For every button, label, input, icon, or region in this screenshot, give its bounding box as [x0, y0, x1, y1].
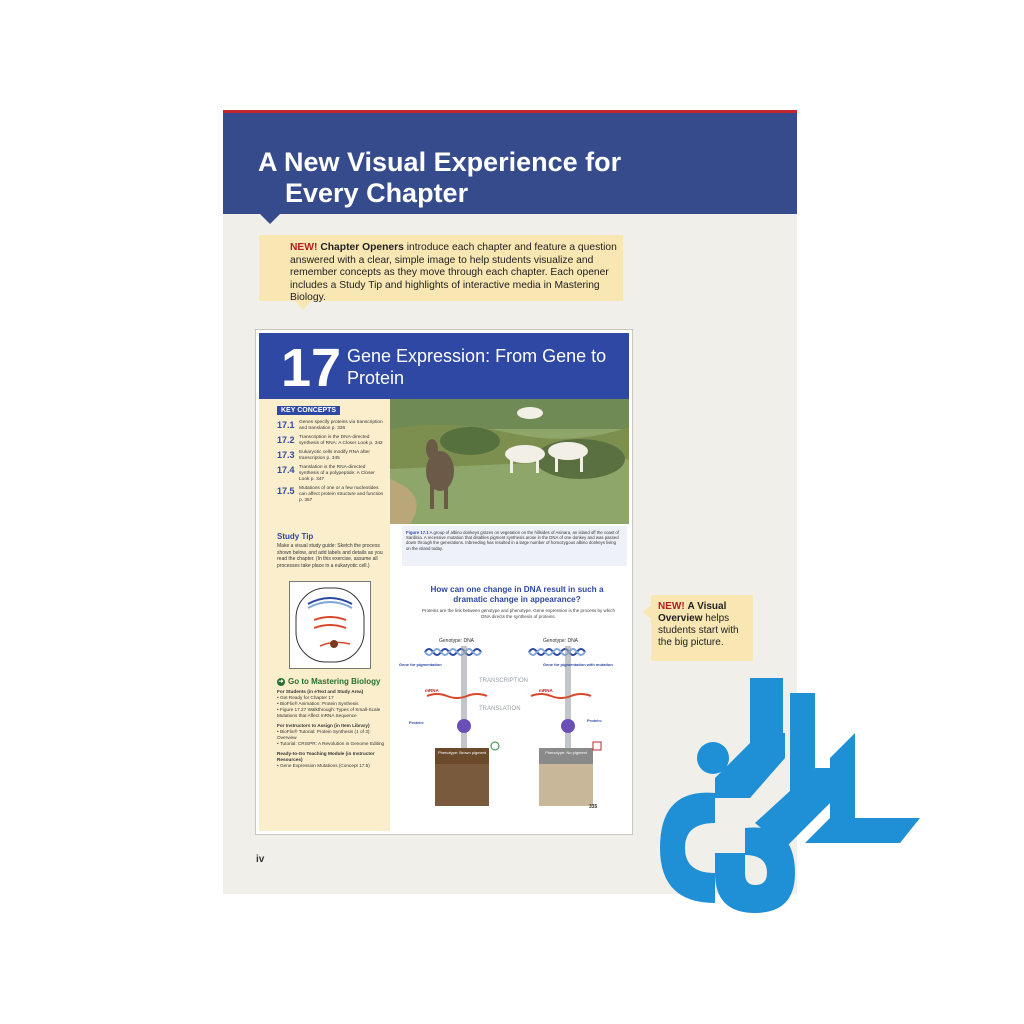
chapter-title: Gene Expression: From Gene to Protein	[347, 346, 607, 388]
check-icon	[491, 742, 499, 750]
study-tip-sketch	[289, 581, 371, 669]
new-badge: NEW!	[658, 601, 685, 612]
callout-text: helps students start with the big picture.	[658, 613, 739, 648]
gene-label-left: Gene for pigmentation	[399, 662, 442, 667]
visual-overview-question: How can one change in DNA result in such a dramatic change in appearance?	[430, 585, 604, 604]
callout-pointer	[295, 301, 311, 310]
phenotype-label-left: Phenotype: Brown pigment	[437, 750, 487, 755]
key-concepts-label: KEY CONCEPTS	[277, 406, 340, 415]
chapter-sidebar	[259, 399, 390, 831]
genotype-label-left: Genotype: DNA	[439, 638, 475, 644]
mrna-label-left: mRNA	[425, 688, 439, 693]
title-banner	[223, 113, 797, 214]
publisher-logo	[655, 673, 925, 918]
figure-caption: Figure 17.1 A group of albino donkeys grazes on vegetation on the hillsides of Asinara, an island off the coast of Sardinia. A recessive mutation that disables pigment synthesis arose in the DNA of one donkey and was passed down through the generations. Inbreeding has resulted in a large number of homozygous albino donkeys living on the island today.	[402, 526, 627, 566]
callout-text: introduce each chapter and feature a question answered with a clear, simple image to help students visualize and remember concepts as they move through each chapter. Each opener includes a Study Tip and highlights of interactive media in Mastering Biology.	[290, 242, 617, 303]
chapter-number: 17	[281, 338, 342, 398]
list-item: • Tutorial: CRISPR: A Revolution in Genome Editing	[277, 741, 385, 746]
key-concepts-list	[277, 420, 385, 507]
list-item: • BioFlix® Animation: Protein Synthesis	[277, 701, 359, 706]
list-item: • Get Ready for Chapter 17	[277, 695, 334, 700]
list-item: 17.3 Eukaryotic cells modify RNA after transcription p. 345	[277, 450, 370, 461]
genotype-label-right: Genotype: DNA	[543, 638, 579, 644]
list-item: • Gene Expression Mutations (Concept 17.5)	[277, 763, 370, 768]
protein-label-left: Protein:	[409, 720, 425, 725]
callout-bold: A Visual Overview	[658, 601, 727, 624]
banner-pointer	[259, 213, 281, 224]
chapter-header	[259, 333, 629, 399]
callout-bold: Chapter Openers	[320, 242, 404, 253]
mrna-label-right: mRNA	[539, 688, 553, 693]
transcription-label: TRANSCRIPTION	[479, 678, 529, 684]
book-page-number: 335	[589, 804, 598, 810]
new-badge: NEW!	[290, 242, 318, 253]
translation-label: TRANSLATION	[479, 706, 521, 712]
study-tip-text: Make a visual study guide: Sketch the process shown below, and add labels and details as you read the chapter. (In this exercise, assume all processes take place in a eukaryotic cell.)	[277, 543, 383, 569]
page-title-line-1: A New Visual Experience for	[258, 147, 622, 177]
phenotype-label-right: Phenotype: No pigment	[545, 750, 587, 755]
gene-label-right: Gene for pigmentation with mutation	[543, 662, 613, 667]
callout-visual-overview	[651, 595, 753, 661]
page-title-line-2: Every Chapter	[285, 178, 469, 208]
page-label: iv	[256, 854, 265, 865]
list-item: 17.4 Translation is the RNA-directed synthesis of a polypeptide: A Closer Look p. 347	[277, 465, 375, 482]
arrow-right-icon: ➜	[278, 678, 284, 685]
x-icon	[593, 742, 601, 750]
callout-pointer	[643, 605, 651, 619]
study-tip-title: Study Tip	[277, 532, 314, 541]
list-item: 17.1 Genes specify proteins via transcription and translation p. 336	[277, 420, 383, 431]
gene-expression-diagram	[397, 618, 627, 808]
mastering-biology-list: For Students (in eText and Study Area) • Get Ready for Chapter 17 • BioFlix® Animation: Protein Synthesis • Figure 17.27 Walkthrough: Types of Small-Scale Mutations that Affect mRNA Sequence For Instructors to Assign (in Item Library) • BioFlix® Tutorial: Protein Synthesis (1 of 3): Overview • Tutorial: CRISPR: A Revolution in Genome Editing Ready-to-Go Teaching Module (in Instructor Resources) • Gene Expression Mutations (Concept 17.5)	[277, 689, 387, 769]
callout-chapter-openers	[259, 235, 623, 301]
mastering-biology-title: ➜ Go to Mastering Biology	[278, 677, 381, 686]
protein-label-right: Protein:	[587, 718, 603, 723]
donkeys-photo	[390, 399, 629, 524]
list-item: 17.5 Mutations of one or a few nucleotides can affect protein structure and function p. 357	[277, 486, 384, 503]
list-item: • Figure 17.27 Walkthrough: Types of Small-Scale Mutations that Affect mRNA Sequence	[277, 707, 381, 718]
list-item: 17.2 Transcription is the DNA-directed synthesis of RNA: A Closer Look p. 342	[277, 435, 383, 446]
list-item: • BioFlix® Tutorial: Protein Synthesis (1 of 3): Overview	[277, 729, 371, 740]
visual-overview-intro: Proteins are the link between genotype and phenotype. Gene expression is the process by which DNA directs the synthesis of proteins.	[421, 608, 616, 619]
chapter-opener-sample	[256, 330, 632, 834]
